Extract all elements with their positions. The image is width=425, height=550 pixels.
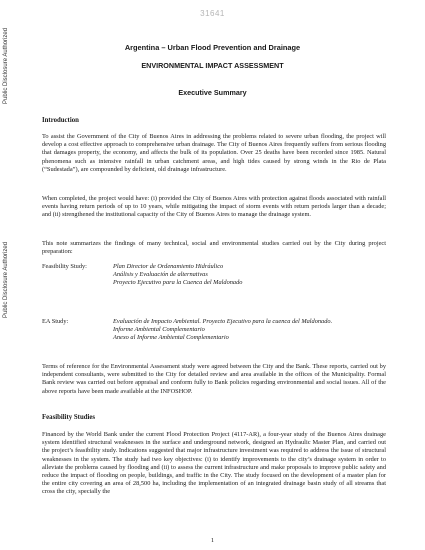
- feasibility-studies-paragraph: Financed by the World Bank under the current Flood Protection Project (4117-AR), a four-year study of the Buenos Aires drainage system identified structural weaknesses in the surface and underground network, designed an Hydraulic Master Plan, and carried out the project’s feasibility study. Indications suggested that major infrastructure investment was required to address the issue of structural weaknesses in the system. The study had two key objectives: (i) to identify improvements to the city’s drainage system in order to alleviate the problems caused by flooding and (ii) to assess the current infrastructure and make proposals to improve public safety and reduce the impact of flooding on people, buildings, and traffic in the City. The study focused on the development of a master plan for the entire city covering an area of 28,500 ha, including the implementation of an integrated drainage basin study of all streams that cross the city, specially the: [42, 431, 386, 496]
- executive-summary-heading: Executive Summary: [178, 88, 247, 97]
- feasibility-studies-heading: Feasibility Studies: [42, 414, 96, 421]
- introduction-heading: Introduction: [42, 117, 79, 124]
- document-title: Argentina – Urban Flood Prevention and Drainage: [124, 43, 301, 52]
- introduction-paragraph-2: When completed, the project would have: (i) provided the City of Buenos Aires with protection against floods associated with rainfall events having return periods of up to 10 years, while mitigating the impact of storm events with return periods larger than a decade; and (ii) strengthened the institutional capacity of the City of Buenos Aires to manage the drainage system.: [42, 195, 386, 219]
- ea-study-item: Evaluación de Impacto Ambiental. Proyecto Ejecutivo para la cuenca del Maldonado.: [113, 318, 333, 325]
- ea-study-item: Anexo al Informe Ambiental Complementario: [113, 334, 229, 342]
- feasibility-study-item: Proyecto Ejecutivo para la Cuenca del Maldonado: [113, 279, 243, 287]
- terms-of-reference-paragraph: Terms of reference for the Environmental Assessment study were agreed between the City and the Bank. These reports, carried out by independent consultants, were submitted to the City for detailed review and area available in the offices of the Municipality. Formal Bank review was carried out before appraisal and conform fully to Bank policies regarding environmental and social issues. All of the above reports have been made available at the INFOSHOP.: [42, 363, 386, 395]
- feasibility-study-item: Plan Director de Ordenamiento Hidráulico: [113, 263, 224, 270]
- disclosure-watermark-bottom: Public Disclosure Authorized: [3, 241, 9, 318]
- feasibility-study-label: Feasibility Study:: [42, 263, 87, 270]
- introduction-paragraph-1: To assist the Government of the City of Buenos Aires in addressing the problems related to severe urban flooding, the project will develop a cost effective approach to comprehensive urban drainage. The City of Buenos Aires frequently suffers from serious flooding that damages property, the economy, and affects the bulk of its population. Over 25 deaths have been recorded since 1985. Natural phenomena such as intensive rainfall in urban catchment areas, and high tides caused by strong winds in the Rio de Plata (“Sudestada”), are compounded by deficient, old drainage infrastructure.: [42, 133, 386, 173]
- introduction-paragraph-3: This note summarizes the findings of many technical, social and environmental studies carried out by the City during project preparation:: [42, 240, 386, 256]
- page-number: 1: [210, 537, 215, 544]
- disclosure-watermark-top: Public Disclosure Authorized: [3, 27, 9, 104]
- document-id: 31641: [200, 9, 225, 18]
- ea-study-item: Informe Ambiental Complementario: [113, 326, 205, 334]
- ea-study-label: EA Study:: [42, 318, 69, 325]
- feasibility-study-item: Análisis y Evaluación de alternativas: [113, 271, 208, 279]
- document-subtitle: ENVIRONMENTAL IMPACT ASSESSMENT: [141, 61, 284, 70]
